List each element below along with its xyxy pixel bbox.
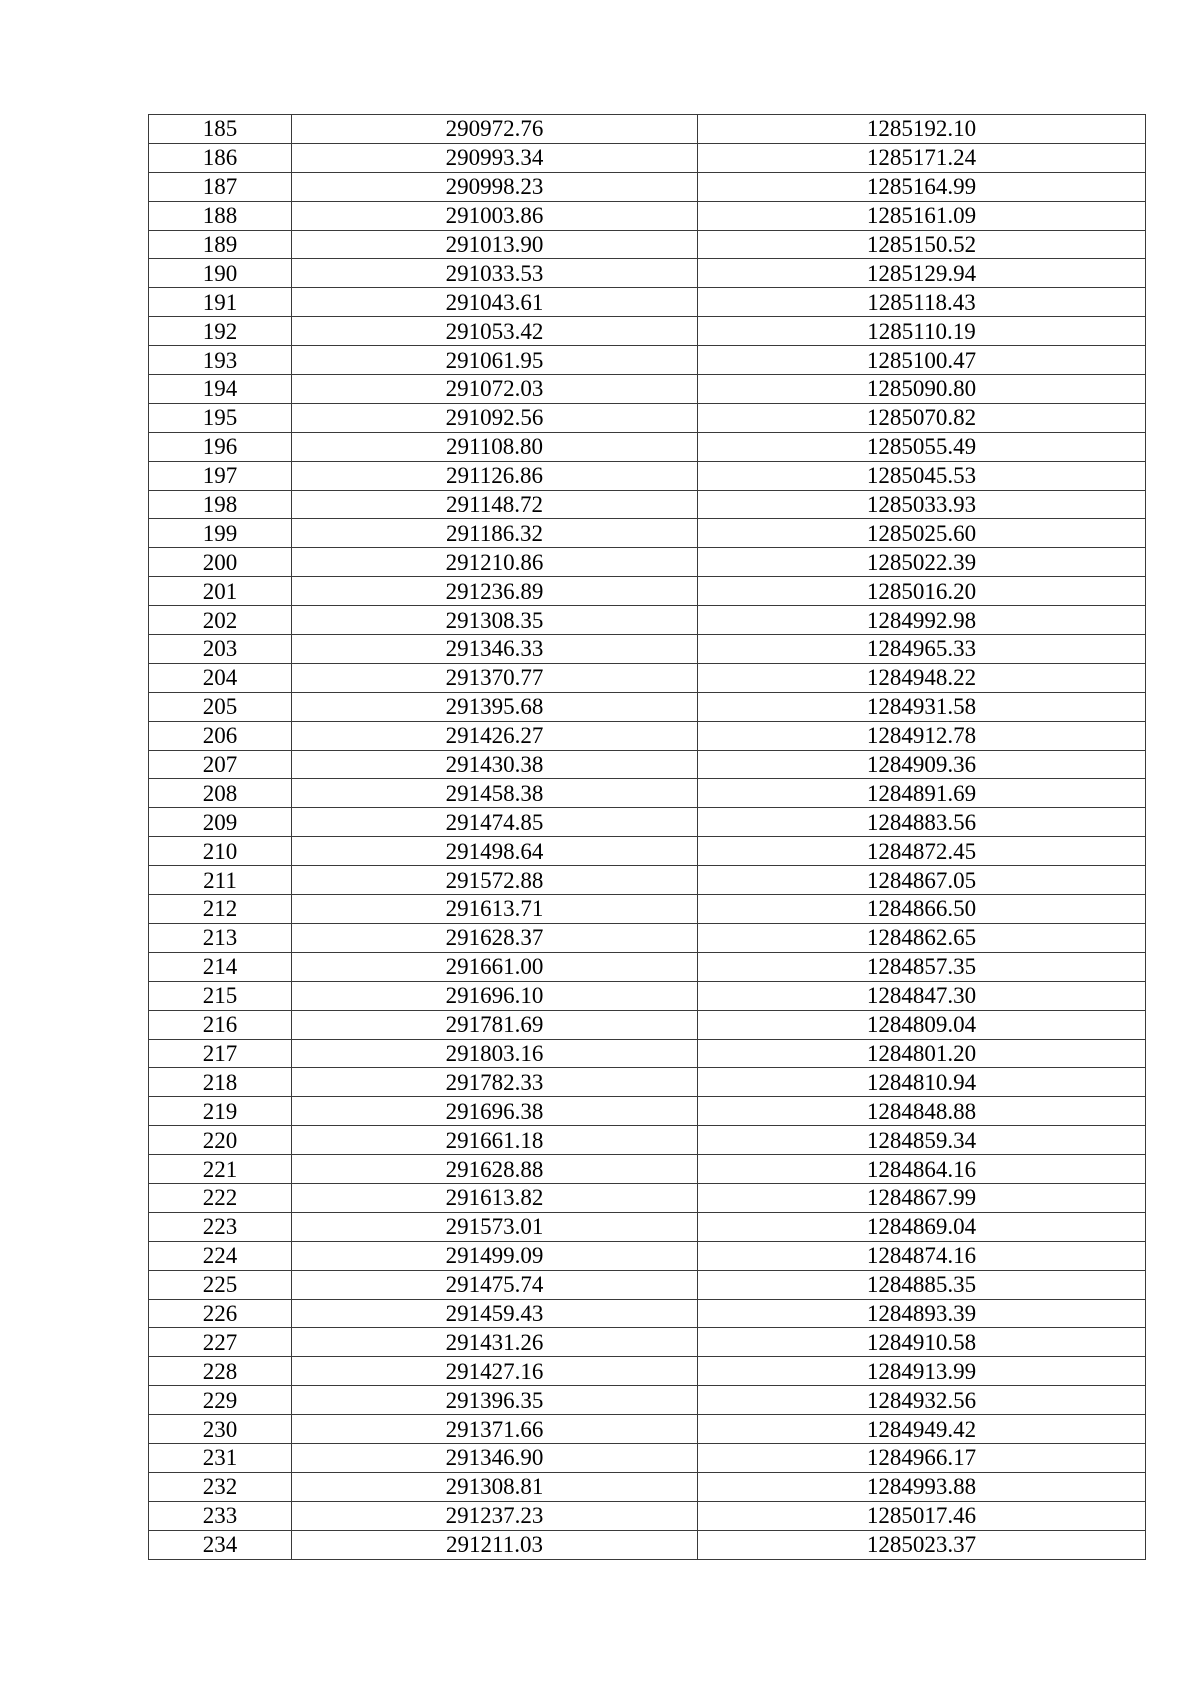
x-coordinate-cell: 291210.86 — [292, 548, 698, 577]
table-row — [149, 952, 1146, 981]
table-row — [149, 750, 1146, 779]
point-number-cell: 190 — [149, 259, 292, 288]
y-coordinate-cell: 1284912.78 — [698, 721, 1146, 750]
table-row — [149, 779, 1146, 808]
table-row — [149, 1241, 1146, 1270]
y-coordinate-cell: 1284859.34 — [698, 1126, 1146, 1155]
point-number-cell: 197 — [149, 461, 292, 490]
table-row — [149, 1183, 1146, 1212]
y-coordinate-cell: 1284866.50 — [698, 895, 1146, 924]
table-row — [149, 317, 1146, 346]
table-row — [149, 259, 1146, 288]
y-coordinate-cell: 1284867.99 — [698, 1183, 1146, 1212]
point-number-cell: 200 — [149, 548, 292, 577]
point-number-cell: 210 — [149, 837, 292, 866]
x-coordinate-cell: 291043.61 — [292, 288, 698, 317]
table-row — [149, 201, 1146, 230]
point-number-cell: 205 — [149, 692, 292, 721]
y-coordinate-cell: 1284810.94 — [698, 1068, 1146, 1097]
table-row — [149, 1270, 1146, 1299]
table-row — [149, 1155, 1146, 1184]
table-row — [149, 692, 1146, 721]
y-coordinate-cell: 1285192.10 — [698, 115, 1146, 144]
y-coordinate-cell: 1285070.82 — [698, 403, 1146, 432]
y-coordinate-cell: 1284909.36 — [698, 750, 1146, 779]
point-number-cell: 203 — [149, 635, 292, 664]
table-row — [149, 1501, 1146, 1530]
table-row — [149, 1357, 1146, 1386]
y-coordinate-cell: 1285110.19 — [698, 317, 1146, 346]
x-coordinate-cell: 291396.35 — [292, 1386, 698, 1415]
y-coordinate-cell: 1285045.53 — [698, 461, 1146, 490]
table-row — [149, 403, 1146, 432]
point-number-cell: 234 — [149, 1530, 292, 1559]
point-number-cell: 209 — [149, 808, 292, 837]
y-coordinate-cell: 1285100.47 — [698, 346, 1146, 375]
y-coordinate-cell: 1285033.93 — [698, 490, 1146, 519]
y-coordinate-cell: 1285016.20 — [698, 577, 1146, 606]
x-coordinate-cell: 291346.90 — [292, 1443, 698, 1472]
table-row — [149, 1386, 1146, 1415]
x-coordinate-cell: 291237.23 — [292, 1501, 698, 1530]
x-coordinate-cell: 291803.16 — [292, 1039, 698, 1068]
y-coordinate-cell: 1284932.56 — [698, 1386, 1146, 1415]
y-coordinate-cell: 1284801.20 — [698, 1039, 1146, 1068]
table-row — [149, 635, 1146, 664]
x-coordinate-cell: 291474.85 — [292, 808, 698, 837]
table-row — [149, 923, 1146, 952]
point-number-cell: 229 — [149, 1386, 292, 1415]
x-coordinate-cell: 291013.90 — [292, 230, 698, 259]
point-number-cell: 224 — [149, 1241, 292, 1270]
table-row — [149, 981, 1146, 1010]
table-row — [149, 172, 1146, 201]
point-number-cell: 212 — [149, 895, 292, 924]
table-row — [149, 1415, 1146, 1444]
x-coordinate-cell: 291661.18 — [292, 1126, 698, 1155]
y-coordinate-cell: 1284869.04 — [698, 1212, 1146, 1241]
point-number-cell: 192 — [149, 317, 292, 346]
table-row — [149, 1472, 1146, 1501]
point-number-cell: 186 — [149, 143, 292, 172]
table-row — [149, 1299, 1146, 1328]
y-coordinate-cell: 1285118.43 — [698, 288, 1146, 317]
point-number-cell: 216 — [149, 1010, 292, 1039]
table-row — [149, 577, 1146, 606]
x-coordinate-cell: 291459.43 — [292, 1299, 698, 1328]
x-coordinate-cell: 290972.76 — [292, 115, 698, 144]
point-number-cell: 202 — [149, 606, 292, 635]
y-coordinate-cell: 1284992.98 — [698, 606, 1146, 635]
point-number-cell: 211 — [149, 866, 292, 895]
table-row — [149, 346, 1146, 375]
y-coordinate-cell: 1284965.33 — [698, 635, 1146, 664]
table-row — [149, 490, 1146, 519]
y-coordinate-cell: 1284910.58 — [698, 1328, 1146, 1357]
table-row — [149, 115, 1146, 144]
x-coordinate-cell: 291572.88 — [292, 866, 698, 895]
y-coordinate-cell: 1285090.80 — [698, 375, 1146, 404]
x-coordinate-cell: 291782.33 — [292, 1068, 698, 1097]
point-number-cell: 206 — [149, 721, 292, 750]
y-coordinate-cell: 1285022.39 — [698, 548, 1146, 577]
coordinate-table — [148, 114, 1146, 1560]
y-coordinate-cell: 1285161.09 — [698, 201, 1146, 230]
point-number-cell: 215 — [149, 981, 292, 1010]
y-coordinate-cell: 1284993.88 — [698, 1472, 1146, 1501]
x-coordinate-cell: 291499.09 — [292, 1241, 698, 1270]
x-coordinate-cell: 291475.74 — [292, 1270, 698, 1299]
y-coordinate-cell: 1284885.35 — [698, 1270, 1146, 1299]
x-coordinate-cell: 291573.01 — [292, 1212, 698, 1241]
x-coordinate-cell: 290998.23 — [292, 172, 698, 201]
x-coordinate-cell: 291613.71 — [292, 895, 698, 924]
table-row — [149, 808, 1146, 837]
x-coordinate-cell: 290993.34 — [292, 143, 698, 172]
x-coordinate-cell: 291371.66 — [292, 1415, 698, 1444]
x-coordinate-cell: 291696.38 — [292, 1097, 698, 1126]
table-row — [149, 866, 1146, 895]
x-coordinate-cell: 291092.56 — [292, 403, 698, 432]
point-number-cell: 222 — [149, 1183, 292, 1212]
x-coordinate-cell: 291628.37 — [292, 923, 698, 952]
point-number-cell: 221 — [149, 1155, 292, 1184]
y-coordinate-cell: 1284913.99 — [698, 1357, 1146, 1386]
x-coordinate-cell: 291126.86 — [292, 461, 698, 490]
point-number-cell: 228 — [149, 1357, 292, 1386]
x-coordinate-cell: 291148.72 — [292, 490, 698, 519]
point-number-cell: 187 — [149, 172, 292, 201]
point-number-cell: 207 — [149, 750, 292, 779]
x-coordinate-cell: 291498.64 — [292, 837, 698, 866]
table-row — [149, 895, 1146, 924]
table-row — [149, 519, 1146, 548]
point-number-cell: 219 — [149, 1097, 292, 1126]
y-coordinate-cell: 1285023.37 — [698, 1530, 1146, 1559]
point-number-cell: 188 — [149, 201, 292, 230]
x-coordinate-cell: 291395.68 — [292, 692, 698, 721]
x-coordinate-cell: 291613.82 — [292, 1183, 698, 1212]
x-coordinate-cell: 291370.77 — [292, 663, 698, 692]
x-coordinate-cell: 291308.81 — [292, 1472, 698, 1501]
point-number-cell: 233 — [149, 1501, 292, 1530]
y-coordinate-cell: 1284891.69 — [698, 779, 1146, 808]
table-row — [149, 1530, 1146, 1559]
y-coordinate-cell: 1284847.30 — [698, 981, 1146, 1010]
y-coordinate-cell: 1285171.24 — [698, 143, 1146, 172]
x-coordinate-cell: 291696.10 — [292, 981, 698, 1010]
point-number-cell: 230 — [149, 1415, 292, 1444]
y-coordinate-cell: 1284949.42 — [698, 1415, 1146, 1444]
y-coordinate-cell: 1285150.52 — [698, 230, 1146, 259]
table-row — [149, 1212, 1146, 1241]
y-coordinate-cell: 1285164.99 — [698, 172, 1146, 201]
x-coordinate-cell: 291003.86 — [292, 201, 698, 230]
table-row — [149, 143, 1146, 172]
table-row — [149, 230, 1146, 259]
y-coordinate-cell: 1284857.35 — [698, 952, 1146, 981]
x-coordinate-cell: 291053.42 — [292, 317, 698, 346]
table-row — [149, 375, 1146, 404]
x-coordinate-cell: 291431.26 — [292, 1328, 698, 1357]
x-coordinate-cell: 291186.32 — [292, 519, 698, 548]
y-coordinate-cell: 1284862.65 — [698, 923, 1146, 952]
x-coordinate-cell: 291661.00 — [292, 952, 698, 981]
y-coordinate-cell: 1285025.60 — [698, 519, 1146, 548]
point-number-cell: 226 — [149, 1299, 292, 1328]
table-row — [149, 1068, 1146, 1097]
x-coordinate-cell: 291427.16 — [292, 1357, 698, 1386]
table-row — [149, 721, 1146, 750]
y-coordinate-cell: 1284848.88 — [698, 1097, 1146, 1126]
y-coordinate-cell: 1284872.45 — [698, 837, 1146, 866]
x-coordinate-cell: 291061.95 — [292, 346, 698, 375]
x-coordinate-cell: 291236.89 — [292, 577, 698, 606]
point-number-cell: 213 — [149, 923, 292, 952]
point-number-cell: 214 — [149, 952, 292, 981]
y-coordinate-cell: 1285017.46 — [698, 1501, 1146, 1530]
point-number-cell: 204 — [149, 663, 292, 692]
y-coordinate-cell: 1284809.04 — [698, 1010, 1146, 1039]
table-body — [149, 115, 1146, 1560]
point-number-cell: 231 — [149, 1443, 292, 1472]
x-coordinate-cell: 291628.88 — [292, 1155, 698, 1184]
point-number-cell: 185 — [149, 115, 292, 144]
table-row — [149, 1039, 1146, 1068]
table-row — [149, 1328, 1146, 1357]
point-number-cell: 194 — [149, 375, 292, 404]
point-number-cell: 196 — [149, 432, 292, 461]
point-number-cell: 199 — [149, 519, 292, 548]
point-number-cell: 217 — [149, 1039, 292, 1068]
table-row — [149, 837, 1146, 866]
y-coordinate-cell: 1284893.39 — [698, 1299, 1146, 1328]
point-number-cell: 193 — [149, 346, 292, 375]
table-row — [149, 461, 1146, 490]
y-coordinate-cell: 1284966.17 — [698, 1443, 1146, 1472]
point-number-cell: 198 — [149, 490, 292, 519]
table-row — [149, 432, 1146, 461]
y-coordinate-cell: 1284867.05 — [698, 866, 1146, 895]
y-coordinate-cell: 1284874.16 — [698, 1241, 1146, 1270]
x-coordinate-cell: 291346.33 — [292, 635, 698, 664]
point-number-cell: 189 — [149, 230, 292, 259]
point-number-cell: 208 — [149, 779, 292, 808]
x-coordinate-cell: 291308.35 — [292, 606, 698, 635]
point-number-cell: 201 — [149, 577, 292, 606]
x-coordinate-cell: 291781.69 — [292, 1010, 698, 1039]
point-number-cell: 195 — [149, 403, 292, 432]
x-coordinate-cell: 291426.27 — [292, 721, 698, 750]
y-coordinate-cell: 1284948.22 — [698, 663, 1146, 692]
table-row — [149, 663, 1146, 692]
point-number-cell: 191 — [149, 288, 292, 317]
y-coordinate-cell: 1284931.58 — [698, 692, 1146, 721]
y-coordinate-cell: 1284864.16 — [698, 1155, 1146, 1184]
table-row — [149, 548, 1146, 577]
table-row — [149, 1097, 1146, 1126]
point-number-cell: 227 — [149, 1328, 292, 1357]
x-coordinate-cell: 291108.80 — [292, 432, 698, 461]
point-number-cell: 232 — [149, 1472, 292, 1501]
x-coordinate-cell: 291430.38 — [292, 750, 698, 779]
table-row — [149, 1010, 1146, 1039]
point-number-cell: 220 — [149, 1126, 292, 1155]
x-coordinate-cell: 291211.03 — [292, 1530, 698, 1559]
table-row — [149, 1443, 1146, 1472]
table-row — [149, 288, 1146, 317]
y-coordinate-cell: 1285129.94 — [698, 259, 1146, 288]
point-number-cell: 218 — [149, 1068, 292, 1097]
y-coordinate-cell: 1284883.56 — [698, 808, 1146, 837]
point-number-cell: 225 — [149, 1270, 292, 1299]
table-row — [149, 606, 1146, 635]
x-coordinate-cell: 291458.38 — [292, 779, 698, 808]
x-coordinate-cell: 291033.53 — [292, 259, 698, 288]
point-number-cell: 223 — [149, 1212, 292, 1241]
y-coordinate-cell: 1285055.49 — [698, 432, 1146, 461]
table-row — [149, 1126, 1146, 1155]
x-coordinate-cell: 291072.03 — [292, 375, 698, 404]
